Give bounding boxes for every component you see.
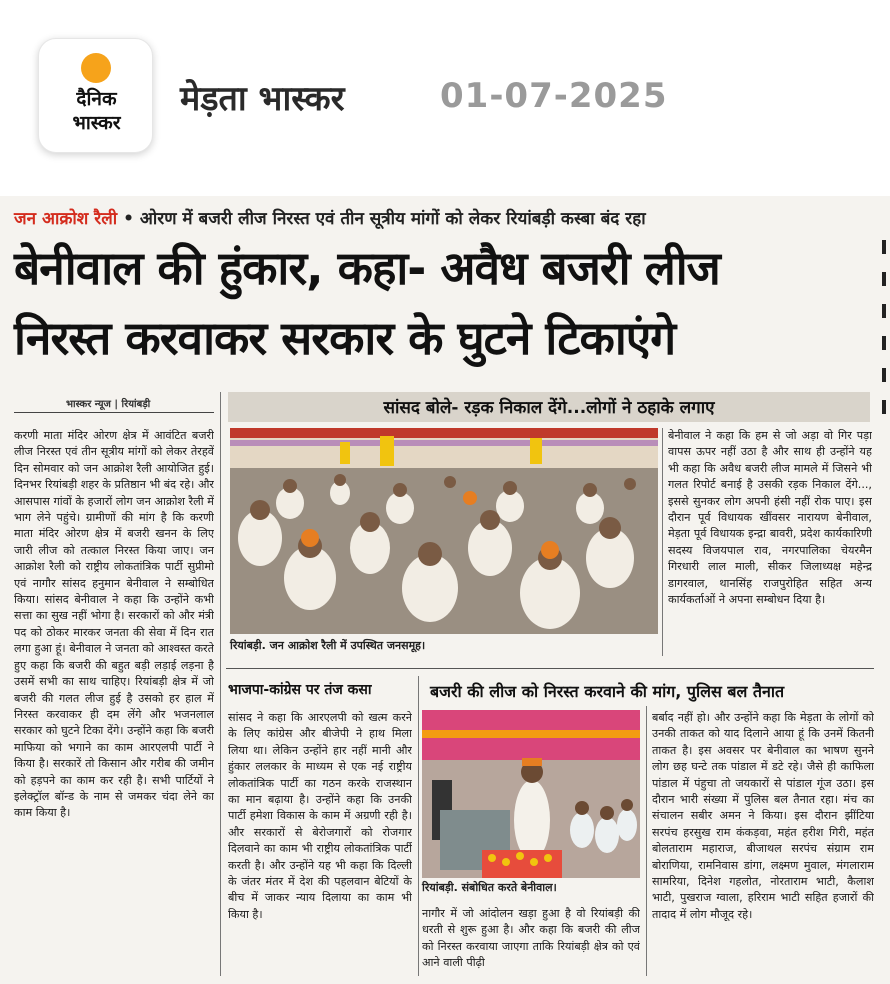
article-column-right-2: बर्बाद नहीं हो। और उन्होंने कहा कि मेड़ता के लोगों को उनकी ताकत को याद दिलाने आया हूं कि उनमें कितनी ताकत है। इस अवसर पर बेनीवाल का भाषण सुनने लोग छह घन्टे तक पांडाल में डटे रहे। जैसे ही काफिला पांडाल में पंहुचा तो जयकारों से पांडाल गूंज उठा। इस दौरान भारी संख्या में पुलिस बल तैनात रहा। मंच का संचालन सबीर अमन ने किया। इस दौरान झींटिया सरपंच हरसुख राम कंकड़वा, महंत हरीश गिरी, महंत बोलताराम महाराज, बीजाथल सरपंच संग्राम राम बोराणिया, रामनिवास डांगा, लक्ष्मण मुवाल, मंगलाराम सामरिया, दिनेश गहलोत, नोरताराम भाटी, कैलाश भाटी, पुखराज ग्वाला, हरिराम भाटी सहित हजारों की तादाद में लोग मौजूद रहे। bbox=[652, 711, 874, 921]
speaker-photo bbox=[422, 710, 640, 878]
byline: भास्कर न्यूज | रियांबड़ी bbox=[66, 399, 151, 410]
kicker-separator: • bbox=[117, 209, 140, 229]
subhead-police: बजरी की लीज को निरस्त करवाने की मांग, पुलिस बल तैनात bbox=[430, 682, 785, 701]
column-divider bbox=[662, 428, 663, 656]
edition-date: 01-07-2025 bbox=[440, 76, 668, 116]
column-divider bbox=[418, 676, 419, 976]
article-column-under-photo: नागौर में जो आंदोलन खड़ा हुआ है वो रियांबड़ी की धरती से शुरू हुआ है। और कहा कि बजरी की लीज को निरस्त करवाया जाएगा ताकि रियांबड़ी क्षेत्र को एवं आने वाली पीढ़ी bbox=[422, 907, 640, 970]
byline-divider bbox=[14, 412, 214, 413]
logo-line1: दैनिक bbox=[76, 88, 117, 110]
headline-line1: बेनीवाल की हुंकार, कहा- अवैध बजरी लीज bbox=[14, 241, 720, 295]
subhead-rally: सांसद बोले- रड़क निकाल देंगे...लोगों ने ठहाके लगाए bbox=[383, 398, 715, 418]
photo-caption-2: रियांबड़ी. संबोधित करते बेनीवाल। bbox=[422, 881, 557, 894]
rally-crowd-photo bbox=[230, 428, 658, 634]
article-column-right-1: बेनीवाल ने कहा कि हम से जो अड़ा वो गिर पड़ा वापस ऊपर नहीं उठा है और साथ ही उन्होंने यह भी कहा कि अवैध बजरी लीज मामले में जिसने भी गलत रिपोर्ट बनाई है उसकी रड़क निकाल देंगे..., इससे सुनकर लोग अपनी हंसी नहीं रोक पाए। इस दौरान पूर्व विधायक खींवसर नारायण बेनीवाल, मेड़ता पूर्व विधायक इन्द्रा बावरी, प्रदेश कार्यकारिणी सदस्य विजयपाल राव, नगरपालिका चेयरमैन गिरधारी लाल माली, सीकर जिलाध्यक्ष महेन्द्र डागरवाल, थानसिंह राजपुरोहित सहित अन्य कार्यकर्ताओं ने अपना सम्बोधन दिया है। bbox=[668, 429, 872, 607]
photo-caption-1: रियांबड़ी. जन आक्रोश रैली में उपस्थित जनसमूह। bbox=[230, 639, 426, 652]
kicker-line bbox=[14, 206, 646, 229]
article-column-mid: सांसद ने कहा कि आरएलपी को खत्म करने के लिए कांग्रेस और बीजेपी ने हाथ मिला लिया था। लेकिन उन्होंने हार नहीं मानी और हुंकार ललकार के माध्यम से एक नई राष्ट्रीय लोकतांत्रिक पार्टी का गठन करके राजस्थान का मान बढ़ाया है। उन्होंने कहा कि उनकी पार्टी हमेशा विकास के काम में अग्रणी रही है। और सरकारों से बेरोजगारों को रोजगार दिलवाने का काम भी राष्ट्रीय लोकतांत्रिक पार्टी करती है। और उन्होंने यह भी कहा कि दिल्ली के जंतर मंतर में देश की पहलवान बेटियों के बीच में जाकर न्याय दिलाया का काम भी किया है। bbox=[228, 711, 412, 921]
page-edge-marks bbox=[882, 240, 886, 460]
kicker-label: जन आक्रोश रैली bbox=[14, 209, 118, 229]
dainik-bhaskar-logo[interactable] bbox=[38, 38, 153, 153]
subhead-taunt: भाजपा-कांग्रेस पर तंज कसा bbox=[228, 682, 372, 698]
logo-line2: भास्कर bbox=[72, 112, 121, 134]
section-divider bbox=[226, 668, 874, 669]
edition-title: मेड़ता भास्कर bbox=[180, 79, 345, 119]
article-column-1: करणी माता मंदिर ओरण क्षेत्र में आवंटित बजरी लीज निरस्त एवं तीन सूत्रीय मांगों को लेकर तेरहवें दिन सोमवार को जन आक्रोश रैली आयोजित हुई। दिनभर रियांबड़ी शहर के प्रतिष्ठान भी बंद रहे। और आसपास गांवों के हजारों लोग जन आक्रोश रैली में भाग लेने पहुंचे। ग्रामीणों की मांग है कि करणी माता मंदिर ओरण क्षेत्र में बजरी खनन के लिए जारी लीज को तत्काल निरस्त किया जाए। जन आक्रोश रैली को राष्ट्रीय लोकतांत्रिक पार्टी सुप्रीमो एवं नागौर सांसद हनुमान बेनीवाल ने सम्बोधित किया। सांसद बेनीवाल ने कहा कि उन्होंने कभी सत्ता का सुख नहीं भोगा है। सरकारों को और मंत्री पद को ठोकर मारकर जनता की सेवा में दिन रात लगा हुआ हूं। बेनीवाल ने जनता को आश्वस्त करते हुए कहा कि बजरी की बहुत बड़ी लड़ाई लड़ना है उसमें सभी का साथ चाहिए। रियांबड़ी क्षेत्र में जो बजरी की गलत लीज हुई है उसको हर हाल में निरस्त करवाकर ही दम लेंगे और भजनलाल सरकार को घुटने टिका देंगे। उन्होंने कहा कि बजरी माफिया को भगाने का काम आरएलपी पार्टी ने किया है। सरकारें तो किसान और गरीब की जमीन को हड़पने का काम कर रही है। सभी पार्टियों ने इलेक्ट्रॉल बॉन्ड के नाम से जमकर चंदा लेने का काम किया है। bbox=[14, 429, 214, 820]
column-divider bbox=[646, 706, 647, 976]
column-divider bbox=[220, 392, 221, 976]
sun-icon bbox=[81, 53, 111, 83]
headline-line2: निरस्त करवाकर सरकार के घुटने टिकाएंगे bbox=[14, 311, 676, 365]
kicker-text: ओरण में बजरी लीज निरस्त एवं तीन सूत्रीय मांगों को लेकर रियांबड़ी कस्बा बंद रहा bbox=[139, 209, 646, 229]
app-header bbox=[0, 0, 890, 180]
